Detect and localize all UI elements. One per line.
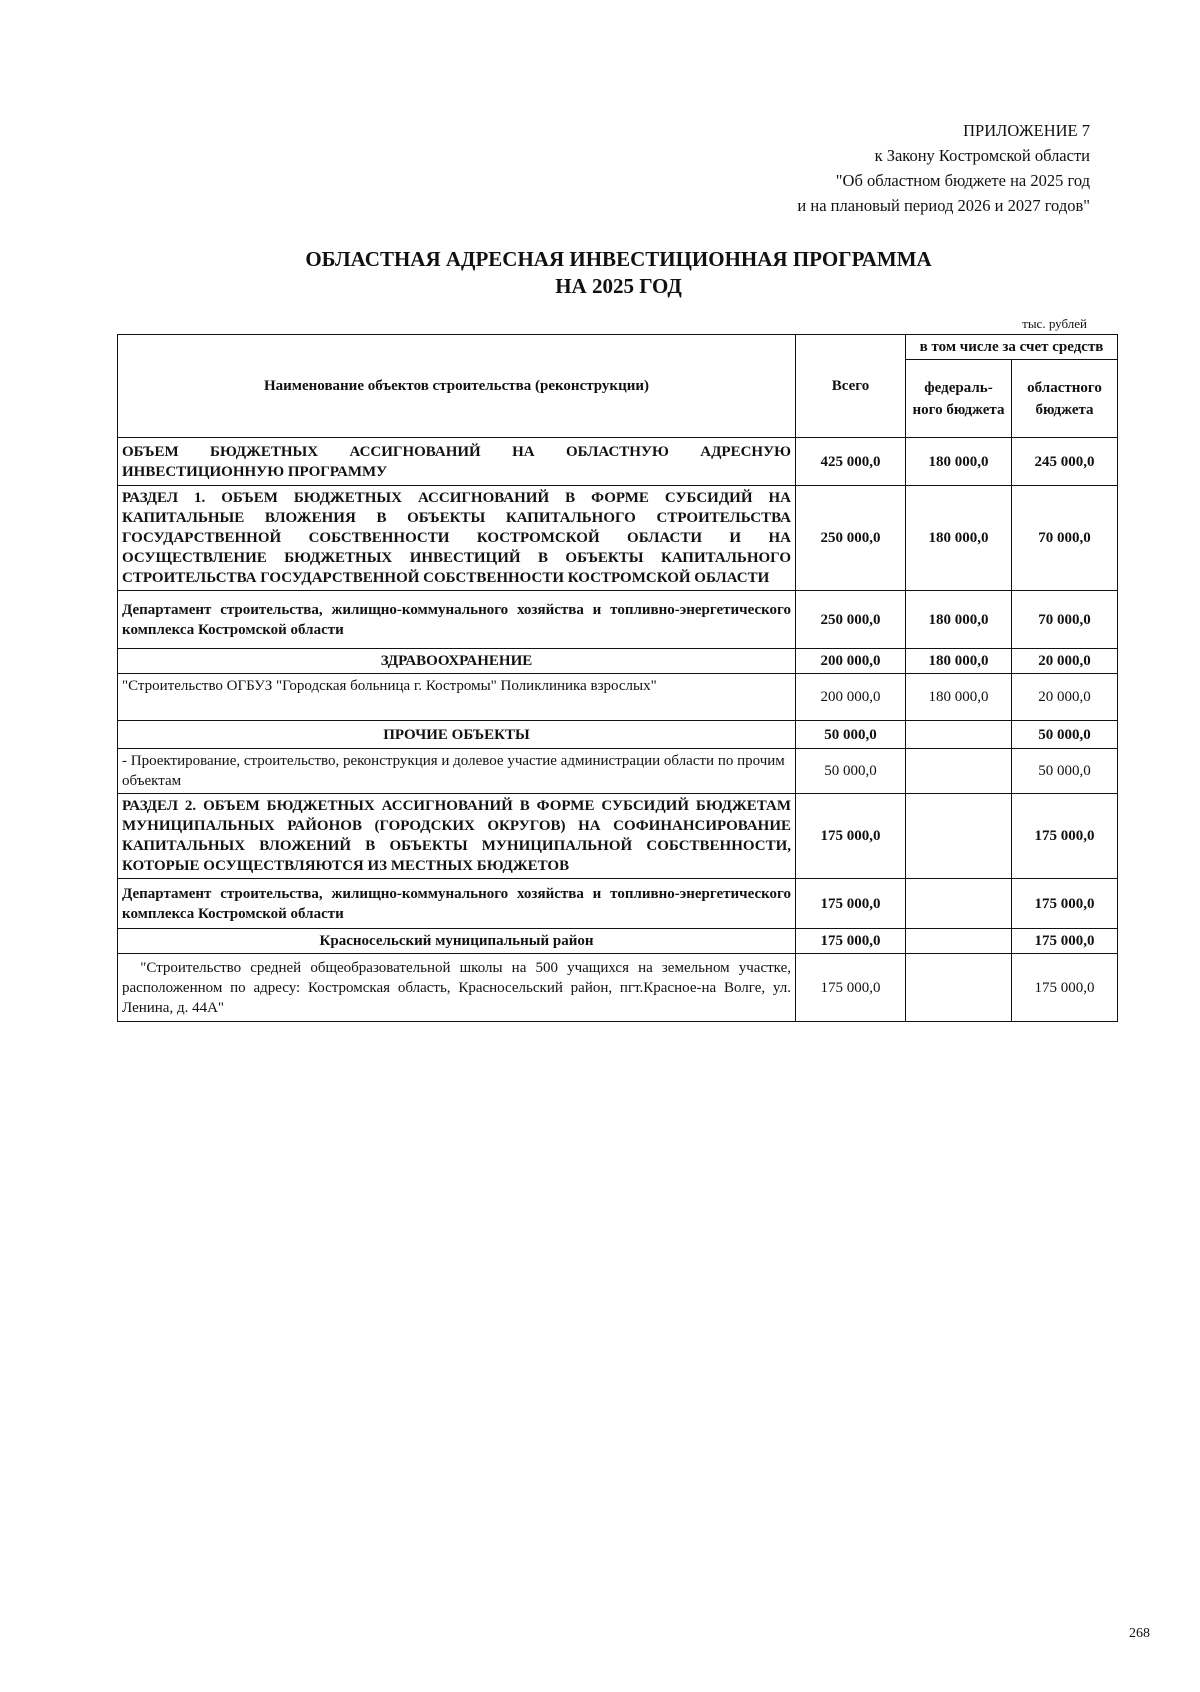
units-label: тыс. рублей	[1022, 316, 1087, 331]
row-name: РАЗДЕЛ 2. ОБЪЕМ БЮДЖЕТНЫХ АССИГНОВАНИЙ В ФОРМЕ СУБСИДИЙ БЮДЖЕТАМ МУНИЦИПАЛЬНЫХ РАЙОНОВ (ГОРОДСКИХ ОКРУГОВ) НА СОФИНАНСИРОВАНИЕ КАПИТАЛЬНЫХ ВЛОЖЕНИЙ В ОБЪЕКТЫ МУНИЦИПАЛЬНОЙ СОБСТВЕННОСТИ, КОТОРЫЕ ОСУЩЕСТВЛЯЮТСЯ ИЗ МЕСТНЫХ БЮДЖЕТОВ	[118, 794, 796, 879]
header-regional: областного бюджета	[1012, 360, 1118, 438]
row-regional: 20 000,0	[1012, 649, 1118, 674]
row-name: ЗДРАВООХРАНЕНИЕ	[118, 649, 796, 674]
row-regional: 175 000,0	[1012, 954, 1118, 1022]
row-name: - Проектирование, строительство, реконструкция и долевое участие администрации области по прочим объектам	[118, 749, 796, 794]
row-total: 200 000,0	[796, 674, 906, 721]
table-row	[118, 749, 1118, 794]
row-total: 175 000,0	[796, 954, 906, 1022]
appendix-line: "Об областном бюджете на 2025 год	[835, 171, 1090, 190]
row-total: 200 000,0	[796, 649, 906, 674]
row-name: Департамент строительства, жилищно-коммунального хозяйства и топливно-энергетического комплекса Костромской области	[118, 591, 796, 649]
row-federal	[906, 794, 1012, 879]
row-federal: 180 000,0	[906, 649, 1012, 674]
page-number: 268	[1129, 1626, 1150, 1641]
row-federal	[906, 954, 1012, 1022]
row-name: "Строительство ОГБУЗ "Городская больница г. Костромы" Поликлиника взрослых"	[118, 674, 796, 721]
table-row	[118, 674, 1118, 721]
table-row	[118, 486, 1118, 591]
row-total: 175 000,0	[796, 929, 906, 954]
document-title	[0, 246, 1200, 300]
table-row	[118, 438, 1118, 486]
appendix-line: и на плановый период 2026 и 2027 годов"	[797, 196, 1090, 215]
row-regional: 175 000,0	[1012, 879, 1118, 929]
row-federal	[906, 721, 1012, 749]
header-total: Всего	[796, 335, 906, 438]
row-regional: 175 000,0	[1012, 794, 1118, 879]
row-name: "Строительство средней общеобразовательной школы на 500 учащихся на земельном участке, расположенном по адресу: Костромская область, Красносельский район, пгт.Красное-на Волге, ул. Ленина, д. 44А"	[118, 954, 796, 1022]
header-group: в том числе за счет средств	[906, 335, 1118, 360]
row-total: 175 000,0	[796, 794, 906, 879]
table-row	[118, 591, 1118, 649]
row-federal	[906, 929, 1012, 954]
row-total: 175 000,0	[796, 879, 906, 929]
row-regional: 175 000,0	[1012, 929, 1118, 954]
row-name: ПРОЧИЕ ОБЪЕКТЫ	[118, 721, 796, 749]
row-federal	[906, 749, 1012, 794]
table-row	[118, 879, 1118, 929]
table-row	[118, 794, 1118, 879]
row-total: 50 000,0	[796, 749, 906, 794]
row-name: Департамент строительства, жилищно-коммунального хозяйства и топливно-энергетического комплекса Костромской области	[118, 879, 796, 929]
row-regional: 50 000,0	[1012, 749, 1118, 794]
row-regional: 245 000,0	[1012, 438, 1118, 486]
row-federal: 180 000,0	[906, 486, 1012, 591]
row-federal: 180 000,0	[906, 438, 1012, 486]
header-federal: федераль-ного бюджета	[906, 360, 1012, 438]
row-total: 250 000,0	[796, 591, 906, 649]
table-row	[118, 721, 1118, 749]
row-name: ОБЪЕМ БЮДЖЕТНЫХ АССИГНОВАНИЙ НА ОБЛАСТНУЮ АДРЕСНУЮ ИНВЕСТИЦИОННУЮ ПРОГРАММУ	[118, 438, 796, 486]
row-regional: 20 000,0	[1012, 674, 1118, 721]
table-row	[118, 649, 1118, 674]
row-federal	[906, 879, 1012, 929]
row-name: Красносельский муниципальный район	[118, 929, 796, 954]
row-total: 50 000,0	[796, 721, 906, 749]
header-name: Наименование объектов строительства (реконструкции)	[118, 335, 796, 438]
row-name: РАЗДЕЛ 1. ОБЪЕМ БЮДЖЕТНЫХ АССИГНОВАНИЙ В ФОРМЕ СУБСИДИЙ НА КАПИТАЛЬНЫЕ ВЛОЖЕНИЯ В ОБЪЕКТЫ КАПИТАЛЬНОГО СТРОИТЕЛЬСТВА ГОСУДАРСТВЕННОЙ СОБСТВЕННОСТИ КОСТРОМСКОЙ ОБЛАСТИ И НА ОСУЩЕСТВЛЕНИЕ БЮДЖЕТНЫХ ИНВЕСТИЦИЙ В ОБЪЕКТЫ КАПИТАЛЬНОГО СТРОИТЕЛЬСТВА ГОСУДАРСТВЕННОЙ СОБСТВЕННОСТИ КОСТРОМСКОЙ ОБЛАСТИ	[118, 486, 796, 591]
investment-program-table	[117, 334, 1118, 1022]
appendix-line: к Закону Костромской области	[874, 146, 1090, 165]
title-line: НА 2025 ГОД	[555, 274, 682, 298]
table-row	[118, 929, 1118, 954]
row-federal: 180 000,0	[906, 591, 1012, 649]
appendix-line: ПРИЛОЖЕНИЕ 7	[963, 121, 1090, 140]
row-regional: 70 000,0	[1012, 591, 1118, 649]
row-regional: 50 000,0	[1012, 721, 1118, 749]
table-header-row	[118, 335, 1118, 360]
title-line: ОБЛАСТНАЯ АДРЕСНАЯ ИНВЕСТИЦИОННАЯ ПРОГРАММА	[305, 247, 932, 271]
table-row	[118, 954, 1118, 1022]
row-total: 425 000,0	[796, 438, 906, 486]
row-total: 250 000,0	[796, 486, 906, 591]
appendix-note	[797, 118, 1090, 218]
row-federal: 180 000,0	[906, 674, 1012, 721]
row-regional: 70 000,0	[1012, 486, 1118, 591]
